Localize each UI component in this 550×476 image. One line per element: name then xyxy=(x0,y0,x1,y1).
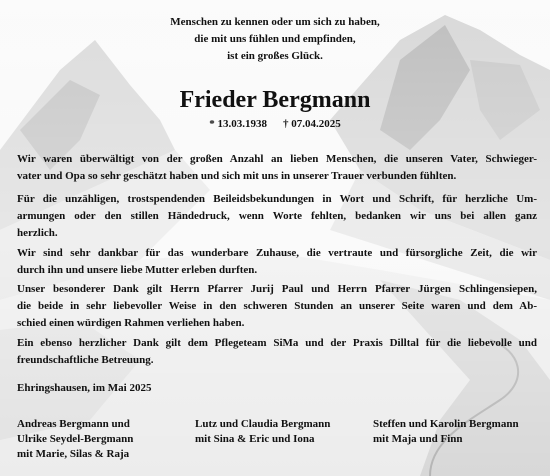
paragraph xyxy=(17,281,537,332)
signature-line: Ulrike Seydel-Bergmann xyxy=(17,433,134,445)
text-line: schied einen würdigen Rahmen verliehen haben. xyxy=(17,317,245,329)
text-line: Für die unzähligen, trostspendenden Beileidsbekundungen in Wort und Schrift, für herzliche Um- xyxy=(17,193,537,205)
signature-line: mit Maja und Finn xyxy=(373,433,463,445)
paragraph xyxy=(17,151,537,185)
signature-line: Lutz und Claudia Bergmann xyxy=(195,418,331,430)
paragraph xyxy=(17,191,537,242)
text-line: armungen oder den stillen Händedruck, wenn Worte fehlten, bedanken wir uns bei allen ganz xyxy=(17,210,537,222)
text-line: Wir waren überwältigt von der großen Anzahl an lieben Menschen, die unseren Vater, Schwieger- xyxy=(17,153,537,165)
text-line: herzlich. xyxy=(17,227,58,239)
text-line: Unser besonderer Dank gilt Herrn Pfarrer Jurij Paul und Herrn Pfarrer Jürgen Schlingensiepen, xyxy=(17,283,537,295)
signature-line: mit Sina & Eric und Iona xyxy=(195,433,315,445)
text-line: Wir sind sehr dankbar für das wunderbare Zuhause, die vertraute und fürsorgliche Zeit, die wir xyxy=(17,247,537,259)
signature-block xyxy=(373,417,519,447)
quote-line: die mit uns fühlen und empfinden, xyxy=(194,33,356,45)
death-date: † 07.04.2025 xyxy=(283,118,341,130)
paragraph xyxy=(17,245,537,279)
text-line: vater und Opa so sehr geschätzt haben und sich mit uns in unserer Trauer verbunden fühlten. xyxy=(17,170,457,182)
signature-line: Andreas Bergmann und xyxy=(17,418,130,430)
birth-date: * 13.03.1938 xyxy=(209,118,267,130)
text-line: Ein ebenso herzlicher Dank gilt dem Pflegeteam SiMa und der Praxis Dilltal für die liebevolle und xyxy=(17,337,537,349)
signature-block xyxy=(17,417,133,462)
deceased-name: Frieder Bergmann xyxy=(179,87,371,113)
signature-block xyxy=(195,417,330,447)
text-line: freundschaftliche Betreuung. xyxy=(17,354,154,366)
signature-line: Steffen und Karolin Bergmann xyxy=(373,418,519,430)
quote-line: ist ein großes Glück. xyxy=(227,50,323,62)
paragraph xyxy=(17,335,537,369)
text-line: die beide in sehr liebevoller Weise in den schweren Stunden an unserer Seite waren und dem Ab- xyxy=(17,300,537,312)
quote-line: Menschen zu kennen oder um sich zu haben, xyxy=(170,16,380,28)
place-and-date: Ehringshausen, im Mai 2025 xyxy=(17,382,152,394)
signature-line: mit Marie, Silas & Raja xyxy=(17,448,130,460)
life-dates xyxy=(0,117,550,131)
opening-quote xyxy=(0,14,550,65)
text-line: durch ihn und unsere liebe Mutter erleben durften. xyxy=(17,264,258,276)
